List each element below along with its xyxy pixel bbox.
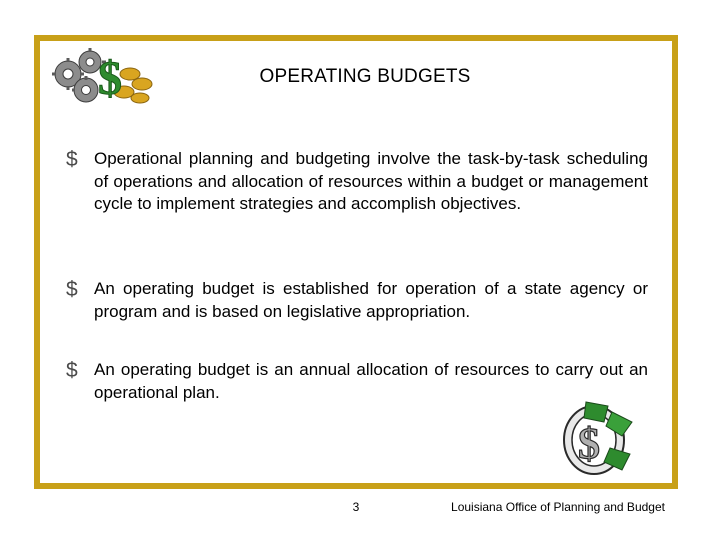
bullet-text: An operating budget is established for operation of a state agency or program and is based on legislative appropriation. [94,279,648,321]
svg-text:$: $ [578,419,600,468]
dollar-bullet-icon: $ [66,148,78,171]
bullet-text: Operational planning and budgeting involve the task-by-task scheduling of operations and allocation of resources within a budget or management cycle to implement strategies and accomplish objectives. [94,149,648,213]
bullet-text: An operating budget is an annual allocation of resources to carry out an operational plan. [94,360,648,402]
footer-org: Louisiana Office of Planning and Budget [451,500,665,514]
page-number: 3 [352,500,360,514]
svg-text:$: $ [98,52,122,105]
spinning-dollar-icon [556,392,640,478]
dollar-bullet-icon: $ [66,359,78,382]
page-title: OPERATING BUDGETS [259,66,471,87]
gears-and-dollar-icon [46,44,158,108]
dollar-bullet-icon: $ [66,278,78,301]
